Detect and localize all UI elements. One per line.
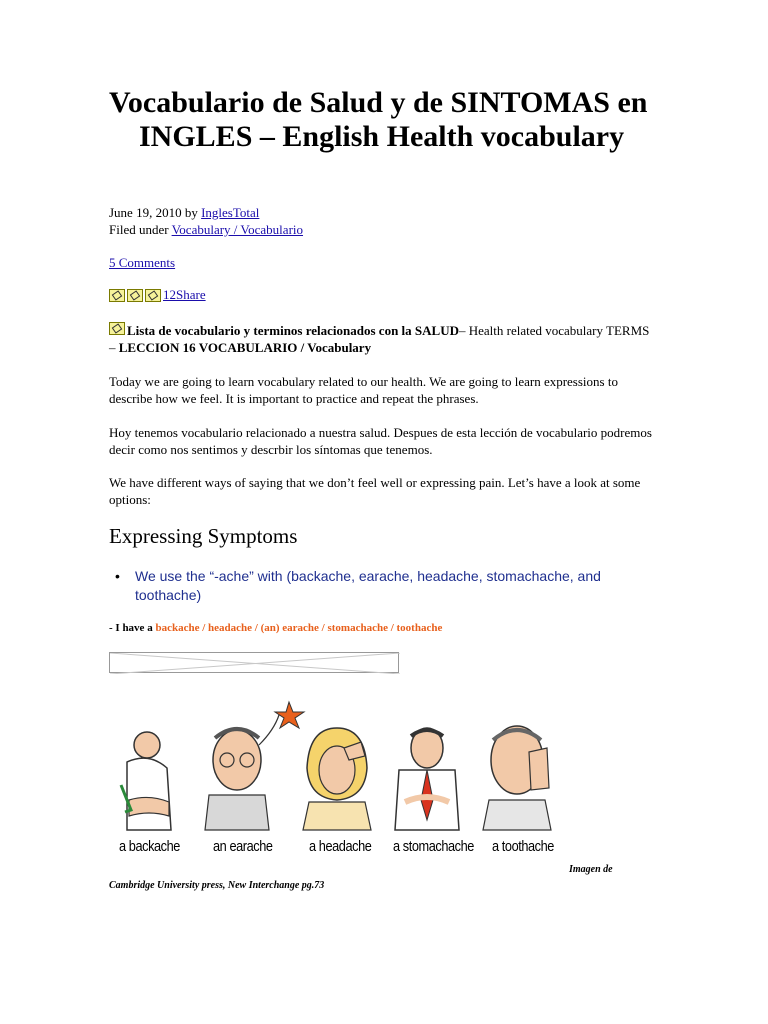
stomachache-figure [395, 728, 459, 830]
caption-toothache: a toothache [492, 838, 554, 855]
share-row [109, 287, 206, 303]
category-link[interactable]: Vocabulary / Vocabulario [171, 222, 304, 237]
paragraph-english: Today we are going to learn vocabulary related to our health. We are going to learn expressions to describe how we feel. It is important to practice and repeat the phrases. [109, 374, 618, 406]
intro-bold-tail: LECCION 16 VOCABULARIO / Vocabulary [118, 340, 372, 355]
broken-image-icon[interactable] [109, 289, 125, 302]
example-options: backache / headache / (an) earache / stomachache / toothache [155, 622, 443, 634]
section-heading: Expressing Symptoms [109, 524, 298, 548]
earache-figure [205, 702, 304, 830]
bullet-dot-icon: • [115, 568, 120, 584]
caption-stomachache: a stomachache [393, 838, 474, 855]
example-sentence [109, 622, 442, 634]
image-placeholder-cross-icon [110, 653, 400, 674]
paragraph-spanish: Hoy tenemos vocabulario relacionado a nuestra salud. Despues de esta lección de vocabulario podremos decir como nos sentimos y descrbir los síntomas que tenemos. [109, 425, 652, 457]
bullet-item [115, 567, 655, 605]
caption-headache: a headache [309, 838, 372, 855]
post-meta [109, 204, 303, 238]
intro-dash-text: – Health related vocabulary TERMS – [109, 323, 650, 355]
broken-image-icon[interactable] [127, 289, 143, 302]
intro-bold-lead: Lista de vocabulario y terminos relacionados con la SALUD [127, 323, 459, 338]
credit-line-1: Imagen de [569, 864, 613, 875]
credit-line-2: Cambridge University press, New Interchange pg.73 [109, 880, 325, 891]
by-label: by [184, 205, 198, 220]
example-prefix: - I have a [109, 622, 153, 634]
page-title: Vocabulario de Salud y de SINTOMAS en INGLES – English Health vocabulary [109, 86, 648, 153]
broken-image-placeholder [109, 652, 399, 673]
paragraph-options: We have different ways of saying that we don’t feel well or expressing pain. Let’s have a look at some options: [109, 475, 641, 507]
broken-image-icon [109, 322, 125, 335]
comments-link[interactable]: 5 Comments [109, 255, 176, 270]
caption-backache: a backache [119, 838, 180, 855]
toothache-figure [483, 726, 551, 830]
comments-row [109, 255, 175, 271]
intro-paragraph [109, 322, 654, 356]
filed-under-label: Filed under [109, 222, 169, 237]
headache-figure [303, 728, 371, 830]
symptoms-drawing [109, 690, 569, 840]
post-date: June 19, 2010 [109, 205, 182, 220]
broken-image-icon[interactable] [145, 289, 161, 302]
author-link[interactable]: InglesTotal [201, 205, 260, 220]
symptoms-illustration [109, 690, 569, 875]
backache-figure [121, 732, 171, 830]
share-link[interactable]: 12Share [163, 287, 206, 302]
caption-earache: an earache [213, 838, 273, 855]
bullet-text: We use the “-ache” with (backache, earache, headache, stomachache, and toothache) [135, 568, 601, 603]
